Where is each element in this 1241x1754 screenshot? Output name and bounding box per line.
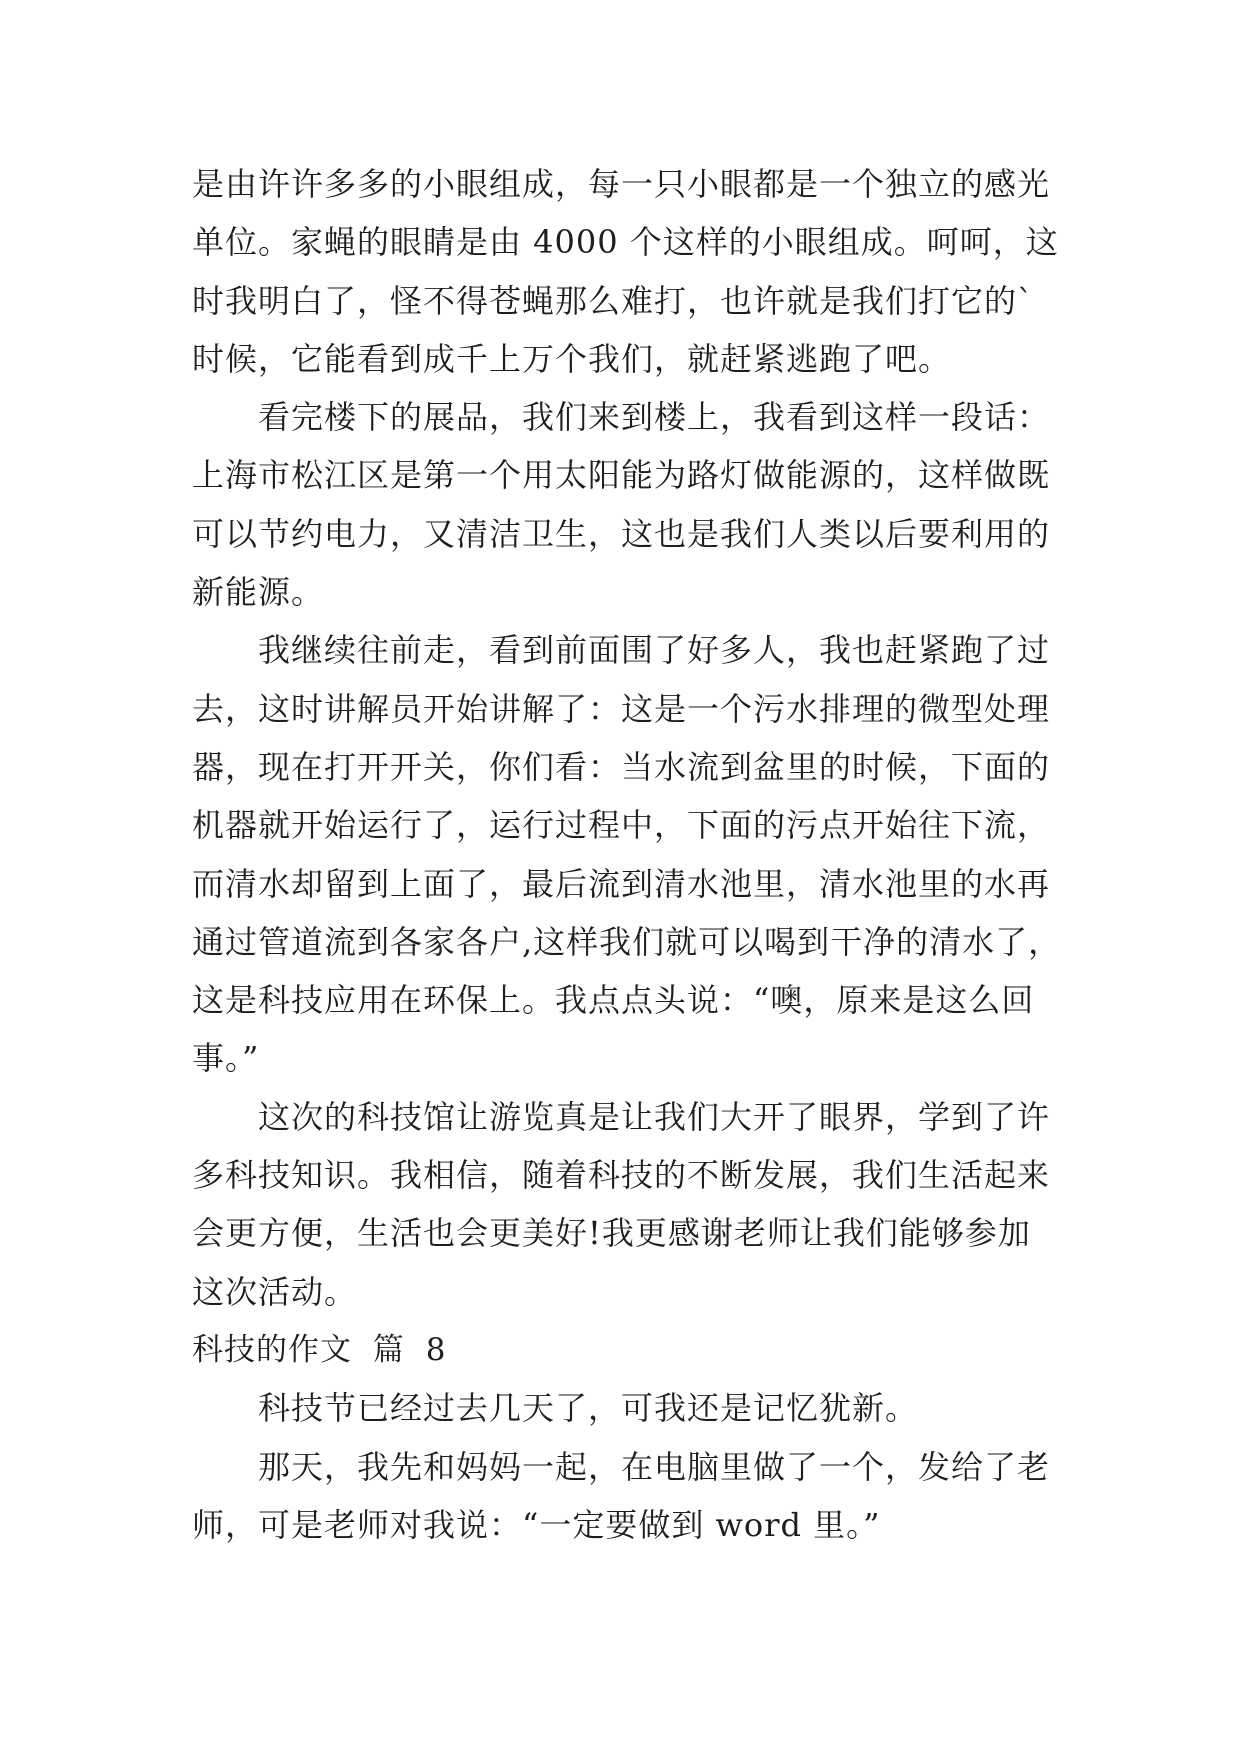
text-line: 会更方便，生活也会更美好!我更感谢老师让我们能够参加 <box>192 1214 1031 1253</box>
text-line: 可以节约电力，又清洁卫生，这也是我们人类以后要利用的 <box>192 514 1051 553</box>
text-line: 那天，我先和妈妈一起，在电脑里做了一个，发给了老 <box>258 1447 1051 1486</box>
text-line: 机器就开始运行了，运行过程中，下面的污点开始往下流， <box>192 806 1051 845</box>
paragraph <box>192 621 1072 1087</box>
text-line: 去，这时讲解员开始讲解了：这是一个污水排理的微型处理 <box>192 689 1051 728</box>
text-line: 通过管道流到各家各户,这样我们就可以喝到干净的清水了， <box>192 922 1062 961</box>
paragraph <box>192 1088 1072 1321</box>
text-line: 这次活动。 <box>192 1272 358 1311</box>
text-line: 科技节已经过去几天了，可我还是记忆犹新。 <box>258 1389 919 1428</box>
text-line: 这是科技应用在环保上。我点点头说：“噢，原来是这么回 <box>192 981 1035 1020</box>
text-line: 时我明白了，怪不得苍蝇那么难打，也许就是我们打它的` <box>192 281 1035 320</box>
paragraph <box>192 155 1072 388</box>
text-line: 多科技知识。我相信，随着科技的不断发展，我们生活起来 <box>192 1156 1051 1195</box>
text-line: 单位。家蝇的眼睛是由 4000 个这样的小眼组成。呵呵，这 <box>192 223 1059 262</box>
text-line: 这次的科技馆让游览真是让我们大开了眼界，学到了许 <box>258 1097 1051 1136</box>
text-line: 而清水却留到上面了，最后流到清水池里，清水池里的水再 <box>192 864 1051 903</box>
text-line: 新能源。 <box>192 573 325 612</box>
text-line: 器，现在打开开关，你们看：当水流到盆里的时候，下面的 <box>192 747 1051 786</box>
paragraph <box>192 388 1072 621</box>
text-line: 上海市松江区是第一个用太阳能为路灯做能源的，这样做既 <box>192 456 1051 495</box>
paragraph <box>192 1379 1072 1437</box>
text-line: 时候，它能看到成千上万个我们，就赶紧逃跑了吧。 <box>192 339 952 378</box>
text-line: 看完楼下的展品，我们来到楼上，我看到这样一段话： <box>258 398 1051 437</box>
text-line: 事。” <box>192 1039 260 1078</box>
text-line: 我继续往前走，看到前面围了好多人，我也赶紧跑了过 <box>258 631 1051 670</box>
paragraph <box>192 1438 1072 1555</box>
section-title: 科技的作文 篇 8 <box>192 1331 447 1368</box>
text-line: 师，可是老师对我说：“一定要做到 word 里。” <box>192 1505 881 1544</box>
document-body <box>192 155 1072 1554</box>
text-line: 是由许许多多的小眼组成，每一只小眼都是一个独立的感光 <box>192 165 1051 203</box>
